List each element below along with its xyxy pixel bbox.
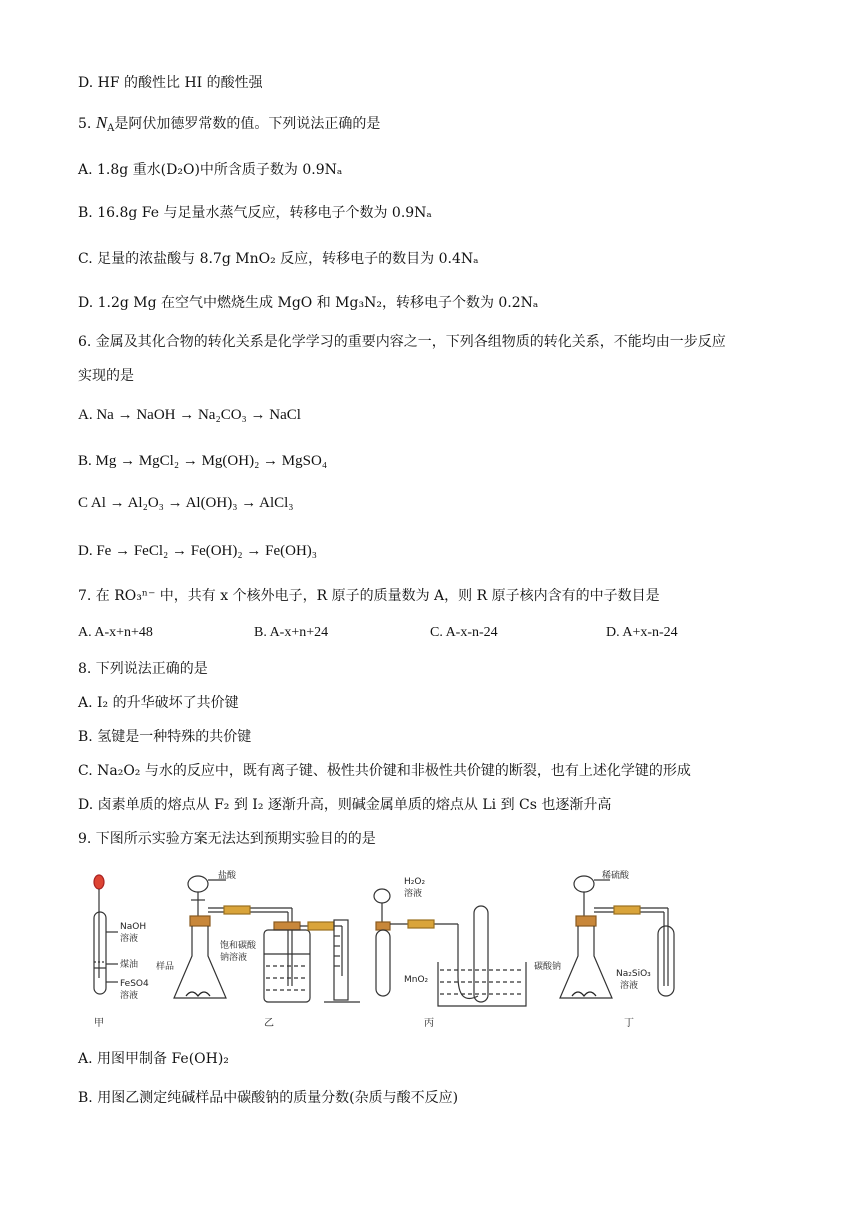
q6-option-a: A. Na → NaOH → Na₂CO₃ → NaCl	[78, 407, 301, 423]
q7-stem: 7. 在 RO₃ⁿ⁻ 中，共有 x 个核外电子，R 原子的质量数为 A，则 R 原子核内含有的中子数目是	[78, 588, 660, 604]
apparatus-yi	[156, 869, 360, 1029]
q8-option-a: A. I₂ 的升华破坏了共价键	[78, 695, 239, 711]
caption-ding: 丁	[624, 1018, 634, 1029]
q6-option-c: C Al → Al₂O₃ → Al(OH)₃ → AlCl₃	[78, 495, 294, 511]
q7-option-d: D. A+x-n-24	[606, 625, 678, 640]
q6-stem-line2: 实现的是	[78, 368, 134, 384]
label-saturated-2: 钠溶液	[220, 953, 248, 963]
label-dilute-h2so4: 稀硫酸	[602, 871, 630, 881]
q5-stem: 5. $N_A$是阿伏加德罗常数的值。下列说法正确的是	[78, 113, 381, 134]
label-feso4-solution: 溶液	[120, 991, 139, 1001]
q6-option-d: D. Fe → FeCl₂ → Fe(OH)₂ → Fe(OH)₃	[78, 543, 318, 559]
apparatus-bing	[374, 877, 526, 1029]
label-sodium-silicate-solution: 溶液	[620, 981, 639, 991]
q8-option-b: B. 氢键是一种特殊的共价键	[78, 729, 252, 745]
label-h2o2: H₂O₂	[404, 877, 426, 887]
caption-jia: 甲	[94, 1018, 104, 1029]
label-hcl: 盐酸	[218, 871, 237, 881]
experiment-figure	[78, 866, 698, 1034]
q6-option-b: B. Mg → MgCl₂ → Mg(OH)₂ → MgSO₄	[78, 453, 328, 469]
label-sodium-carbonate: 碳酸钠	[534, 962, 562, 972]
apparatus-jia	[94, 875, 149, 1029]
q7-option-b: B. A-x+n+24	[254, 625, 329, 640]
q8-stem: 8. 下列说法正确的是	[78, 661, 208, 677]
caption-bing: 丙	[424, 1018, 434, 1029]
q9-stem: 9. 下图所示实验方案无法达到预期实验目的的是	[78, 831, 376, 847]
label-sample: 样品	[156, 962, 175, 972]
q8-option-d: D. 卤素单质的熔点从 F₂ 到 I₂ 逐渐升高，则碱金属单质的熔点从 Li 到 Cs 也逐渐升高	[78, 797, 612, 813]
q5-option-a: A. 1.8g 重水(D₂O)中所含质子数为 0.9Nₐ	[78, 162, 343, 178]
label-sodium-silicate: Na₂SiO₃	[616, 969, 651, 979]
q7-option-a: A. A-x+n+48	[78, 625, 153, 640]
label-kerosene: 煤油	[120, 960, 139, 970]
label-mno2: MnO₂	[404, 975, 429, 985]
q9-option-a: A. 用图甲制备 Fe(OH)₂	[78, 1051, 229, 1067]
label-naoh: NaOH	[120, 922, 147, 932]
q4-option-d: D. HF 的酸性比 HI 的酸性强	[78, 75, 263, 91]
q5-option-d: D. 1.2g Mg 在空气中燃烧生成 MgO 和 Mg₃N₂，转移电子个数为 0.2Nₐ	[78, 295, 539, 311]
label-h2o2-solution: 溶液	[404, 889, 423, 899]
q7-option-c: C. A-x-n-24	[430, 625, 498, 640]
caption-yi: 乙	[264, 1018, 274, 1029]
label-feso4: FeSO4	[120, 979, 149, 989]
label-saturated-1: 饱和碳酸	[220, 941, 257, 951]
q5-option-c: C. 足量的浓盐酸与 8.7g MnO₂ 反应，转移电子的数目为 0.4Nₐ	[78, 251, 479, 267]
apparatus-ding	[534, 869, 674, 1029]
q9-option-b: B. 用图乙测定纯碱样品中碳酸钠的质量分数(杂质与酸不反应)	[78, 1090, 459, 1106]
q5-option-b: B. 16.8g Fe 与足量水蒸气反应，转移电子个数为 0.9Nₐ	[78, 205, 432, 221]
q8-option-c: C. Na₂O₂ 与水的反应中，既有离子键、极性共价键和非极性共价键的断裂，也有上述化学键的形成	[78, 763, 691, 779]
q6-stem-line1: 6. 金属及其化合物的转化关系是化学学习的重要内容之一，下列各组物质的转化关系，不能均由一步反应	[78, 334, 726, 350]
label-naoh-solution: 溶液	[120, 934, 139, 944]
